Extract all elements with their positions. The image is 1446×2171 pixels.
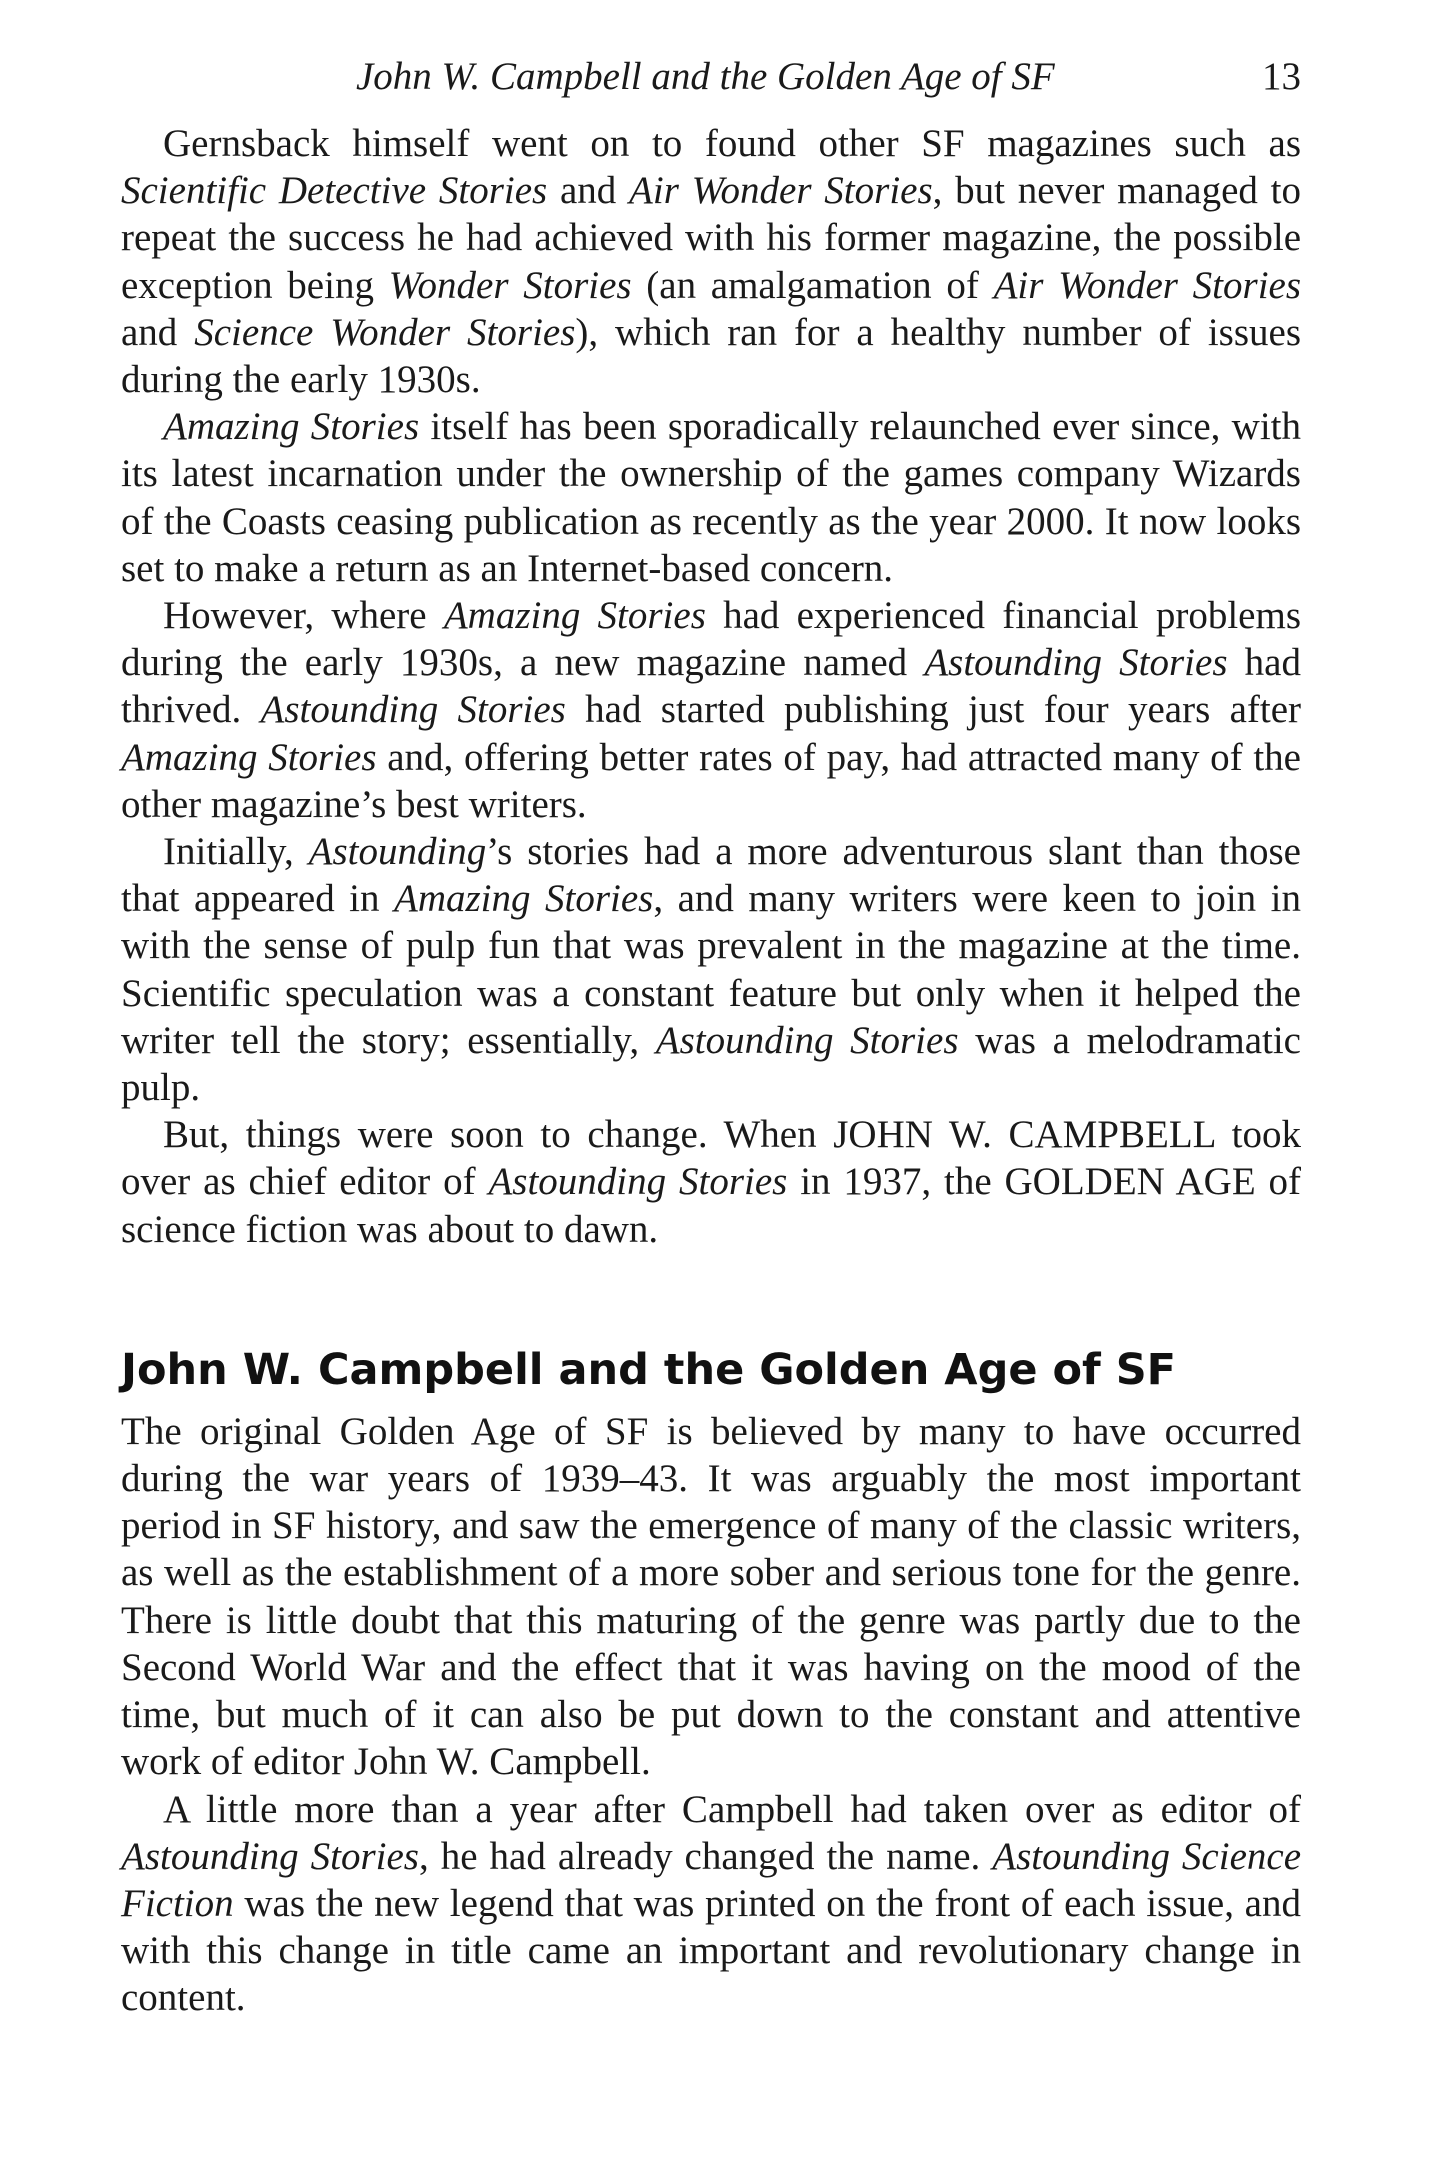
paragraph-campbell-editor: But, things were soon to change. When JOHN W. CAMPBELL took over as chief editor of Astounding Stories in 1937, the GOLDEN AGE of science fiction was about to dawn.	[121, 1113, 1301, 1251]
magazine-title: Air Wonder Stories	[629, 169, 933, 213]
paragraph-astounding-thrived: However, where Amazing Stories had experienced financial problems during the early 1930s, a new magazine named Astounding Stories had thrived. Astounding Stories had started publishing just four years after Amazing Stories and, offering better rates of pay, had attracted many of the other magazine’s best writers.	[121, 594, 1301, 826]
magazine-title: Astounding Stories	[924, 641, 1228, 685]
magazine-title: Science Wonder Stories	[194, 310, 576, 354]
magazine-title: Air Wonder Stories	[993, 263, 1302, 307]
section-heading: John W. Campbell and the Golden Age of SF	[121, 1344, 1177, 1395]
body-text	[121, 120, 1301, 2022]
magazine-title: Astounding Stories	[655, 1018, 959, 1062]
paragraph-gernsback: Gernsback himself went on to found other SF magazines such as Scientific Detective Stories and Air Wonder Stories, but never managed to repeat the success he had achieved with his former magazine, the possible exception being Wonder Stories (an amalgamation of Air Wonder Stories and Science Wonder Stories), which ran for a healthy number of issues during the early 1930s.	[121, 122, 1302, 402]
paragraph-amazing-relaunch: Amazing Stories itself has been sporadically relaunched ever since, with its latest incarnation under the ownership of the games company Wizards of the Coasts ceasing publication as recently as the year 2000. It now looks set to make a return as an Internet-based concern.	[121, 405, 1301, 590]
magazine-title: Astounding	[308, 830, 487, 874]
magazine-title: Astounding Stories	[488, 1160, 788, 1204]
page-number: 13	[1262, 55, 1301, 98]
magazine-title: Amazing Stories	[443, 594, 706, 638]
running-head	[121, 52, 1301, 102]
magazine-title: Astounding Stories	[121, 1834, 419, 1878]
magazine-title: Amazing Stories	[394, 877, 654, 921]
magazine-title: Amazing Stories	[163, 405, 420, 449]
magazine-title: Wonder Stories	[388, 263, 632, 307]
paragraph-name-change: A little more than a year after Campbell had taken over as editor of Astounding Stories, he had already changed the name. Astounding Science Fiction was the new legend that was printed on the front of each issue, and with this change in title came an important and revolutionary change in content.	[121, 1787, 1302, 2020]
paragraph-pulp-fun: Initially, Astounding’s stories had a more adventurous slant than those that appeared in Amazing Stories, and many writers were keen to join in with the sense of pulp fun that was prevalent in the magazine at the time. Scientific speculation was a constant feature but only when it helped the writer tell the story; essentially, Astounding Stories was a melodramatic pulp.	[121, 830, 1301, 1110]
paragraph-golden-age: The original Golden Age of SF is believed by many to have occurred during the war years of 1939–43. It was arguably the most important period in SF history, and saw the emergence of many of the classic writers, as well as the establishment of a more sober and serious tone for the genre. There is little doubt that this maturing of the genre was partly due to the Second World War and the effect that it was having on the mood of the time, but much of it can also be put down to the constant and attentive work of editor John W. Campbell.	[121, 1409, 1301, 1784]
magazine-title: Amazing Stories	[121, 735, 377, 779]
magazine-title: Astounding Stories	[260, 688, 566, 732]
magazine-title: Scientific Detective Stories	[121, 169, 548, 213]
running-title: John W. Campbell and the Golden Age of SF	[356, 55, 1055, 98]
magazine-title: Astounding Science Fiction	[121, 1834, 1302, 1925]
